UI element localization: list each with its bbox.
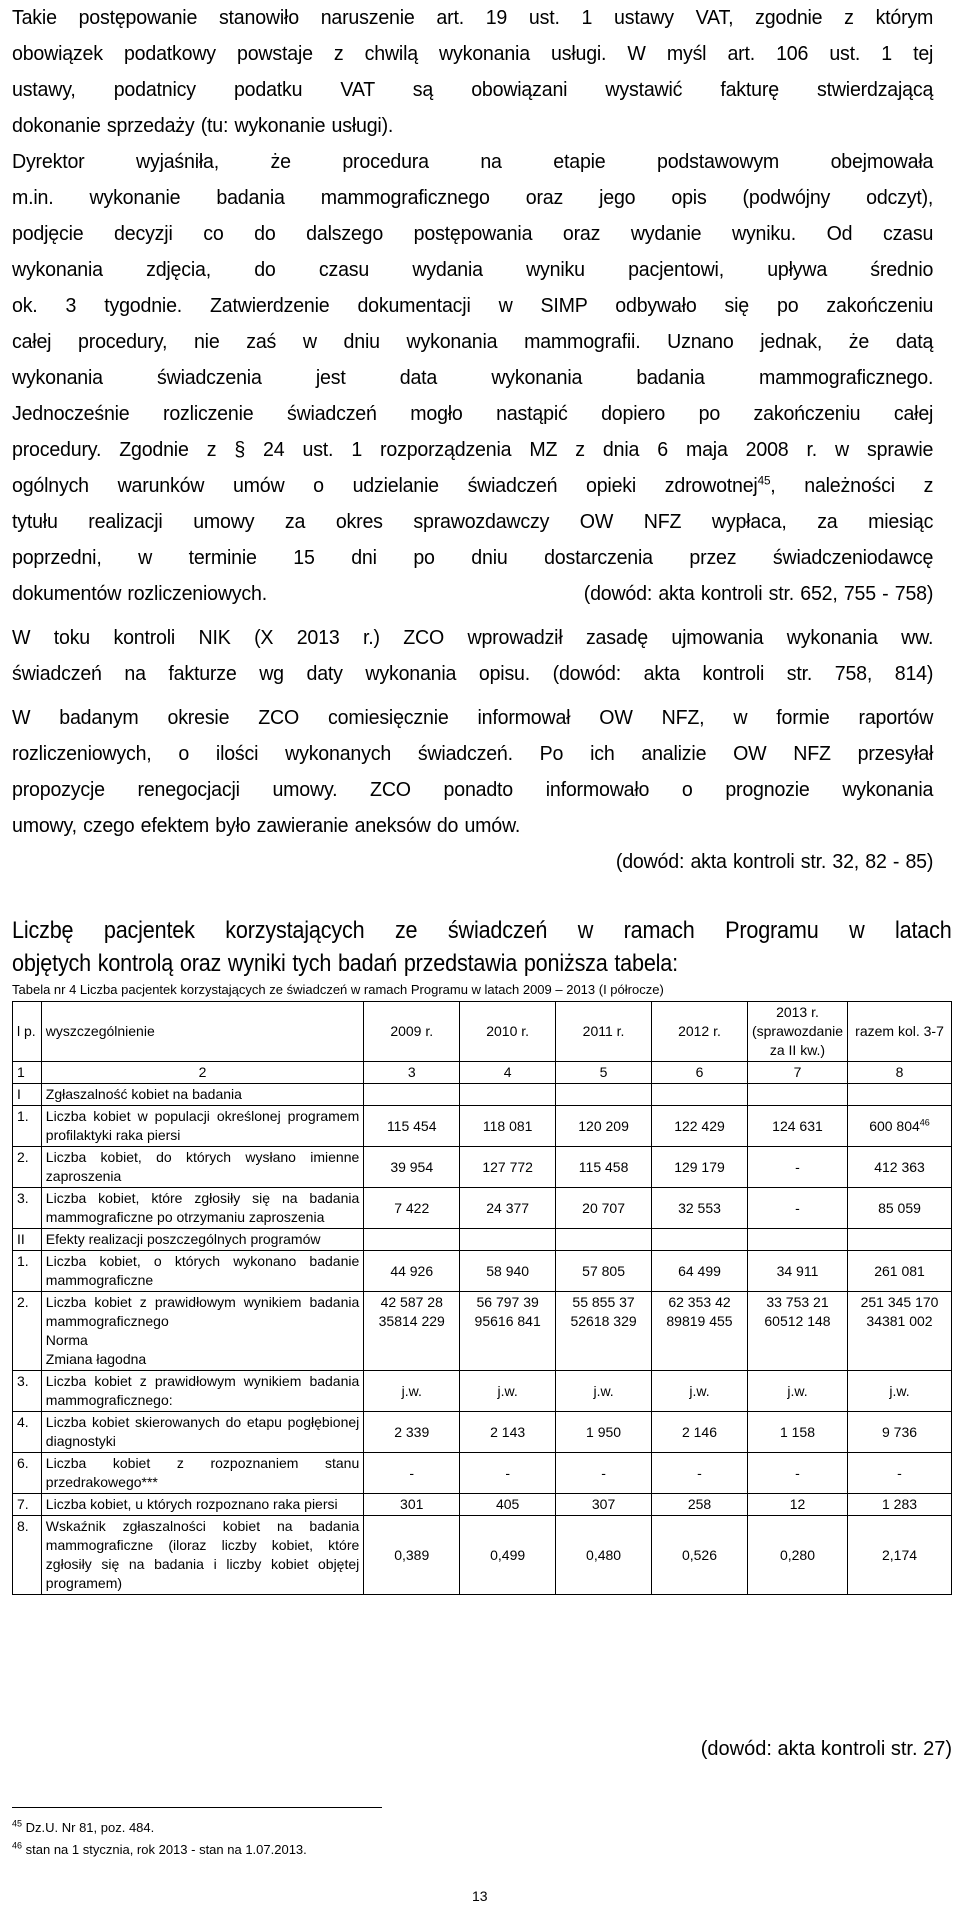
- colnum-cell: 3: [364, 1062, 460, 1084]
- table-row: [13, 1453, 952, 1494]
- row-value: 405: [460, 1494, 556, 1516]
- text-line: Liczbę pacjentek korzystających ze świadczeń w ramach Programu w latach: [12, 917, 952, 944]
- value-sub: 16 841: [497, 1313, 541, 1329]
- row-lp: 1.: [13, 1251, 42, 1292]
- text-line: [12, 576, 933, 612]
- table-row: [13, 1229, 952, 1251]
- row-value: 2,174: [848, 1516, 952, 1595]
- row-value: -: [848, 1453, 952, 1494]
- row-value: 64 499: [652, 1251, 748, 1292]
- row-desc-main: Liczba kobiet z prawidłowym wynikiem badania mammograficznego: [45, 1294, 360, 1329]
- footnote-number: 46: [12, 1840, 23, 1851]
- row-lp: 6.: [13, 1453, 42, 1494]
- row-value: [556, 1229, 652, 1251]
- value-sub: 170 343: [866, 1294, 939, 1329]
- row-value: 124 631: [747, 1106, 847, 1147]
- row-value: 0,280: [747, 1516, 847, 1595]
- row-value: [747, 1229, 847, 1251]
- row-value: 0,480: [556, 1516, 652, 1595]
- row-value: j.w.: [747, 1371, 847, 1412]
- header-2012: 2012 r.: [652, 1002, 748, 1062]
- colnum-cell: 1: [13, 1062, 42, 1084]
- row-value: [364, 1084, 460, 1106]
- row-value: [460, 1292, 556, 1371]
- table-colnum-row: [13, 1062, 952, 1084]
- row-desc: Zgłaszalność kobiet na badania: [41, 1084, 363, 1106]
- value-main: 33 753: [766, 1294, 810, 1310]
- row-value: 115 458: [556, 1147, 652, 1188]
- row-value: j.w.: [364, 1371, 460, 1412]
- row-value: [652, 1084, 748, 1106]
- footnote-text: Dz.U. Nr 81, poz. 484.: [25, 1820, 155, 1835]
- row-lp: 4.: [13, 1412, 42, 1453]
- text-line: umowy, czego efektem było zawieranie aneksów do umów.: [12, 815, 521, 837]
- row-value: [652, 1229, 748, 1251]
- row-value: 412 363: [848, 1147, 952, 1188]
- value-sub: 37 526: [570, 1294, 635, 1329]
- row-desc-sub: Zmiana łagodna: [45, 1351, 147, 1367]
- value-sub: 81 002: [889, 1313, 933, 1329]
- row-desc: Liczba kobiet, do których wysłano imienne zaproszenia: [41, 1147, 363, 1188]
- row-value: -: [747, 1147, 847, 1188]
- row-value: 118 081: [460, 1106, 556, 1147]
- row-lp: I: [13, 1084, 42, 1106]
- colnum-cell: 8: [848, 1062, 952, 1084]
- row-lp: 7.: [13, 1494, 42, 1516]
- row-value: 0,526: [652, 1516, 748, 1595]
- value-main: 56 797: [476, 1294, 520, 1310]
- text-line: W toku kontroli NIK (X 2013 r.) ZCO wprowadził zasadę ujmowania wykonania ww.: [12, 627, 934, 649]
- colnum-cell: 5: [556, 1062, 652, 1084]
- row-value: 85 059: [848, 1188, 952, 1229]
- row-desc: [41, 1292, 363, 1371]
- value-main: 251 345: [860, 1294, 912, 1310]
- text-line: wykonania zdjęcia, do czasu wydania wyniku pacjentowi, upływa średnio: [12, 259, 934, 281]
- value-sub: 42 898: [666, 1294, 731, 1329]
- row-value: [364, 1229, 460, 1251]
- table-row: [13, 1412, 952, 1453]
- table-row: [13, 1106, 952, 1147]
- footnote-45: [12, 1820, 154, 1835]
- row-value: 1 283: [848, 1494, 952, 1516]
- row-value: [848, 1084, 952, 1106]
- value-main: 62 353: [668, 1294, 712, 1310]
- row-desc: Liczba kobiet z rozpoznaniem stanu przedrakowego***: [41, 1453, 363, 1494]
- row-value: 24 377: [460, 1188, 556, 1229]
- row-value: [848, 1292, 952, 1371]
- value-sub: 39 956: [474, 1294, 539, 1329]
- colnum-cell: 4: [460, 1062, 556, 1084]
- row-desc: Liczba kobiet, u których rozpoznano raka piersi: [41, 1494, 363, 1516]
- text-line: poprzedni, w terminie 15 dni po dniu dostarczenia przez świadczeniodawcę: [12, 547, 934, 569]
- row-value: 44 926: [364, 1251, 460, 1292]
- table-row: [13, 1188, 952, 1229]
- row-value: 7 422: [364, 1188, 460, 1229]
- row-value: [460, 1229, 556, 1251]
- row-value: [460, 1084, 556, 1106]
- header-2010: 2010 r.: [460, 1002, 556, 1062]
- header-desc: wyszczególnienie: [41, 1002, 363, 1062]
- table-row: [13, 1371, 952, 1412]
- value-sub: 28 358: [378, 1294, 443, 1329]
- text-line: W badanym okresie ZCO comiesięcznie informował OW NFZ, w formie raportów: [12, 707, 934, 729]
- row-value: j.w.: [652, 1371, 748, 1412]
- data-table: [12, 1001, 952, 1595]
- row-desc-sub: Norma: [45, 1332, 88, 1348]
- value-main: 55 855: [572, 1294, 616, 1310]
- table-caption: Tabela nr 4 Liczba pacjentek korzystających ze świadczeń w ramach Programu w latach 2009 – 2013 (I półrocze): [12, 982, 664, 997]
- row-value: 122 429: [652, 1106, 748, 1147]
- text-line: [12, 468, 933, 504]
- value-sub: 12 148: [787, 1313, 831, 1329]
- row-value: -: [556, 1453, 652, 1494]
- text-line: Takie postępowanie stanowiło naruszenie art. 19 ust. 1 ustawy VAT, zgodnie z którym: [12, 7, 934, 29]
- row-value: [747, 1084, 847, 1106]
- table-row: [13, 1494, 952, 1516]
- footnote-separator: [12, 1807, 382, 1808]
- table-row: [13, 1147, 952, 1188]
- footnote-number: 45: [12, 1818, 23, 1829]
- row-desc: Liczba kobiet skierowanych do etapu pogłębionej diagnostyki: [41, 1412, 363, 1453]
- text-line: całej procedury, nie zaś w dniu wykonania mammografii. Uznano jednak, że datą: [12, 331, 934, 353]
- row-value: 258: [652, 1494, 748, 1516]
- footnote-text: stan na 1 stycznia, rok 2013 - stan na 1.07.2013.: [25, 1842, 307, 1857]
- value-sub: 19 455: [689, 1313, 733, 1329]
- row-value: 58 940: [460, 1251, 556, 1292]
- row-value: [848, 1106, 952, 1147]
- text-line: m.in. wykonanie badania mammograficznego oraz jego opis (podwójny odczyt),: [12, 187, 934, 209]
- row-lp: 1.: [13, 1106, 42, 1147]
- row-value: 32 553: [652, 1188, 748, 1229]
- row-value: 301: [364, 1494, 460, 1516]
- row-value: [556, 1084, 652, 1106]
- colnum-cell: 2: [41, 1062, 363, 1084]
- row-desc: Liczba kobiet w populacji określonej programem profilaktyki raka piersi: [41, 1106, 363, 1147]
- row-value: 1 950: [556, 1412, 652, 1453]
- value-sub: 14 229: [401, 1313, 445, 1329]
- row-value: 2 146: [652, 1412, 748, 1453]
- row-desc: Liczba kobiet, które zgłosiły się na badania mammograficzne po otrzymaniu zaproszenia: [41, 1188, 363, 1229]
- row-value: -: [747, 1188, 847, 1229]
- row-value: 2 143: [460, 1412, 556, 1453]
- text-line: Jednocześnie rozliczenie świadczeń mogło nastąpić dopiero po zakończeniu całej: [12, 403, 934, 425]
- text-line: propozycje renegocjacji umowy. ZCO ponadto informowało o prognozie wykonania: [12, 779, 934, 801]
- text-segment: dokumentów rozliczeniowych.: [12, 583, 267, 605]
- text-line: objętych kontrolą oraz wyniki tych badań przedstawia poniższa tabela:: [12, 950, 678, 977]
- row-value: 57 805: [556, 1251, 652, 1292]
- row-value: 115 454: [364, 1106, 460, 1147]
- proof-reference: (dowód: akta kontroli str. 32, 82 - 85): [615, 851, 934, 873]
- row-value: 120 209: [556, 1106, 652, 1147]
- paragraph-nik-control: [12, 620, 933, 692]
- row-lp: 2.: [13, 1147, 42, 1188]
- row-value: 261 081: [848, 1251, 952, 1292]
- text-line: procedury. Zgodnie z § 24 ust. 1 rozporządzenia MZ z dnia 6 maja 2008 r. w sprawie: [12, 439, 934, 461]
- row-value: 12: [747, 1494, 847, 1516]
- text-line: ok. 3 tygodnie. Zatwierdzenie dokumentacji w SIMP odbywało się po zakończeniu: [12, 295, 934, 317]
- value-text: 600 804: [869, 1117, 920, 1134]
- row-value: [364, 1292, 460, 1371]
- header-lp: l p.: [13, 1002, 42, 1062]
- row-desc: Liczba kobiet, o których wykonano badanie mammograficzne: [41, 1251, 363, 1292]
- header-2013: 2013 r. (sprawozdanie za II kw.): [747, 1002, 847, 1062]
- row-value: 127 772: [460, 1147, 556, 1188]
- row-lp: II: [13, 1229, 42, 1251]
- text-segment: ogólnych warunków umów o udzielanie świadczeń opieki zdrowotnej: [12, 475, 758, 497]
- row-lp: 3.: [13, 1371, 42, 1412]
- paragraph-nfz-reports: [12, 700, 933, 880]
- row-lp: 2.: [13, 1292, 42, 1371]
- row-value: -: [460, 1453, 556, 1494]
- row-value: j.w.: [556, 1371, 652, 1412]
- footnote-ref-46[interactable]: 46: [919, 1116, 930, 1127]
- paragraph-vat-violation: [12, 0, 933, 144]
- row-value: j.w.: [460, 1371, 556, 1412]
- row-value: [747, 1292, 847, 1371]
- value-main: 42 587: [380, 1294, 424, 1310]
- footnote-ref-45[interactable]: 45: [757, 473, 771, 488]
- table-row: [13, 1292, 952, 1371]
- text-line: dokonanie sprzedaży (tu: wykonanie usługi).: [12, 115, 394, 137]
- page-number: 13: [472, 1888, 488, 1904]
- colnum-cell: 6: [652, 1062, 748, 1084]
- row-value: 34 911: [747, 1251, 847, 1292]
- row-value: 2 339: [364, 1412, 460, 1453]
- row-lp: 3.: [13, 1188, 42, 1229]
- row-desc: Wskaźnik zgłaszalności kobiet na badania mammograficzne (iloraz liczby kobiet, które zgłosiły się na badania i liczby kobiet objętej programem): [41, 1516, 363, 1595]
- row-value: 20 707: [556, 1188, 652, 1229]
- text-line: obowiązek podatkowy powstaje z chwilą wykonania usługi. W myśl art. 106 ust. 1 tej: [12, 43, 934, 65]
- value-sub: 18 329: [593, 1313, 637, 1329]
- row-value: [556, 1292, 652, 1371]
- row-value: -: [747, 1453, 847, 1494]
- header-total: razem kol. 3-7: [848, 1002, 952, 1062]
- text-line: wykonania świadczenia jest data wykonania badania mammograficznego.: [12, 367, 934, 389]
- paragraph-director-explanation: [12, 144, 933, 612]
- row-value: [848, 1229, 952, 1251]
- row-value: 307: [556, 1494, 652, 1516]
- row-value: 39 954: [364, 1147, 460, 1188]
- row-value: 9 736: [848, 1412, 952, 1453]
- row-value: [652, 1292, 748, 1371]
- row-value: 1 158: [747, 1412, 847, 1453]
- text-line: rozliczeniowych, o ilości wykonanych świadczeń. Po ich analizie OW NFZ przesyłał: [12, 743, 934, 765]
- row-value: j.w.: [848, 1371, 952, 1412]
- table-row: [13, 1516, 952, 1595]
- row-value: -: [364, 1453, 460, 1494]
- text-line: Dyrektor wyjaśniła, że procedura na etapie podstawowym obejmowała: [12, 151, 934, 173]
- paragraph-table-intro: [12, 914, 952, 980]
- row-value: 0,499: [460, 1516, 556, 1595]
- row-value: 129 179: [652, 1147, 748, 1188]
- table-row: [13, 1084, 952, 1106]
- table-row: [13, 1251, 952, 1292]
- proof-reference: (dowód: akta kontroli str. 652, 755 - 758): [583, 583, 934, 605]
- value-sub: 21 605: [764, 1294, 829, 1329]
- colnum-cell: 7: [747, 1062, 847, 1084]
- header-2011: 2011 r.: [556, 1002, 652, 1062]
- row-desc: Efekty realizacji poszczególnych programów: [41, 1229, 363, 1251]
- text-line: ustawy, podatnicy podatku VAT są obowiązani wystawić fakturę stwierdzającą: [12, 79, 934, 101]
- row-desc: Liczba kobiet z prawidłowym wynikiem badania mammograficznego:: [41, 1371, 363, 1412]
- text-segment: , należności z: [770, 475, 934, 497]
- row-value: 0,389: [364, 1516, 460, 1595]
- header-2009: 2009 r.: [364, 1002, 460, 1062]
- row-value: -: [652, 1453, 748, 1494]
- text-line: tytułu realizacji umowy za okres sprawozdawczy OW NFZ wypłaca, za miesiąc: [12, 511, 934, 533]
- table-header-row: [13, 1002, 952, 1062]
- text-line: podjęcie decyzji co do dalszego postępowania oraz wydanie wyniku. Od czasu: [12, 223, 934, 245]
- footnote-46: [12, 1842, 307, 1857]
- row-lp: 8.: [13, 1516, 42, 1595]
- proof-reference-table: (dowód: akta kontroli str. 27): [700, 1738, 952, 1760]
- text-line: świadczeń na fakturze wg daty wykonania opisu. (dowód: akta kontroli str. 758, 814): [12, 663, 934, 685]
